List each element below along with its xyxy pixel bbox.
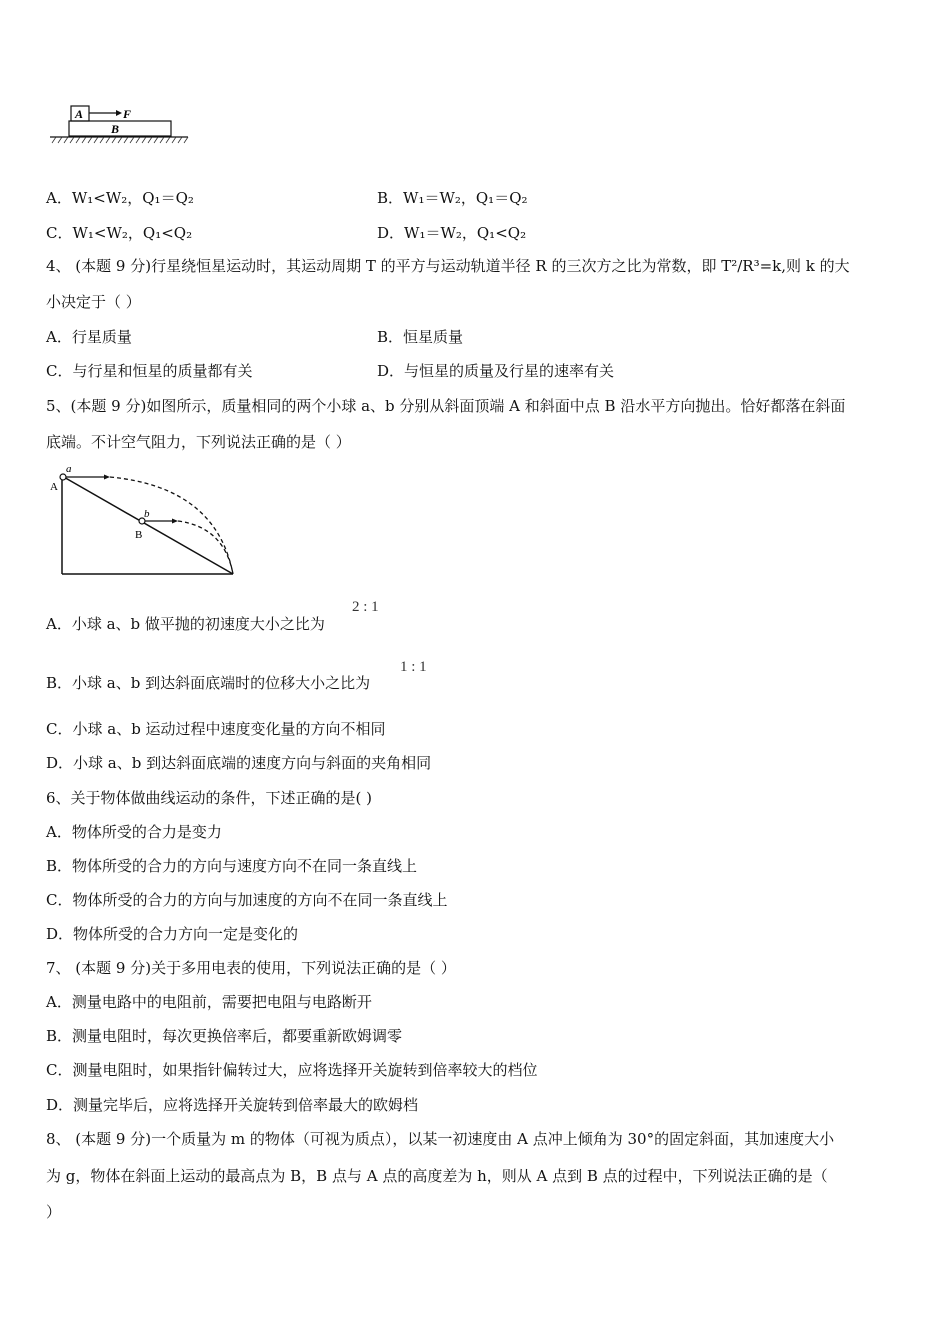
q6-option-c: C．物体所受的合力的方向与加速度的方向不在同一条直线上	[46, 891, 448, 909]
q6-option-d: D．物体所受的合力方向一定是变化的	[46, 925, 299, 943]
q4-stem-line2: 小决定于（ ）	[46, 293, 141, 311]
point-A-label: A	[50, 481, 58, 493]
board-b-label: B	[111, 122, 120, 136]
force-arrowhead	[116, 110, 122, 116]
block-on-board-figure	[48, 102, 198, 147]
ball-a-label: a	[66, 463, 72, 475]
q5-stem-line2: 底端。不计空气阻力，下列说法正确的是（ ）	[46, 433, 351, 451]
board-b	[69, 121, 171, 136]
q7-stem: 7、 (本题 9 分)关于多用电表的使用，下列说法正确的是（ ）	[46, 959, 456, 977]
q6-stem: 6、关于物体做曲线运动的条件，下述正确的是( )	[46, 789, 373, 807]
trajectory-a	[110, 477, 233, 574]
q4-option-d: D．与恒星的质量及行星的速率有关	[377, 362, 615, 380]
q3-option-c: C．W₁<W₂，Q₁<Q₂	[46, 224, 193, 242]
q3-option-a: A．W₁<W₂，Q₁＝Q₂	[46, 189, 194, 207]
q5-option-b: B．小球 a、b 到达斜面底端时的位移大小之比为	[46, 674, 371, 692]
force-label: F	[123, 107, 132, 121]
q7-option-d: D．测量完毕后，应将选择开关旋转到倍率最大的欧姆档	[46, 1096, 419, 1114]
q3-option-b: B．W₁＝W₂，Q₁＝Q₂	[377, 189, 528, 207]
incline-projectile-figure	[46, 462, 246, 582]
block-a-label: A	[75, 107, 84, 121]
q8-stem-line1: 8、 (本题 9 分)一个质量为 m 的物体（可视为质点），以某一初速度由 A 点冲上倾角为 30°的固定斜面，其加速度大小	[46, 1130, 835, 1148]
velocity-arrowhead-b	[172, 519, 178, 524]
ball-b-label: b	[144, 508, 150, 520]
q8-stem-line2: 为 g，物体在斜面上运动的最高点为 B，B 点与 A 点的高度差为 h，则从 A 点到 B 点的过程中，下列说法正确的是（	[46, 1167, 828, 1185]
ground-hatching	[52, 137, 188, 143]
q8-stem-line3: ）	[46, 1203, 62, 1221]
q5-option-c: C．小球 a、b 运动过程中速度变化量的方向不相同	[46, 720, 386, 738]
q4-option-c: C．与行星和恒星的质量都有关	[46, 362, 253, 380]
q7-option-b: B．测量电阻时，每次更换倍率后，都要重新欧姆调零	[46, 1027, 403, 1045]
q4-stem-line1: 4、 (本题 9 分)行星绕恒星运动时，其运动周期 T 的平方与运动轨道半径 R 的三次方之比为常数，即 T²/R³=k,则 k 的大	[46, 257, 850, 275]
q5-option-a-ratio: 2 : 1	[352, 599, 379, 615]
q7-option-a: A．测量电路中的电阻前，需要把电阻与电路断开	[46, 993, 372, 1011]
q5-stem-line1: 5、(本题 9 分)如图所示，质量相同的两个小球 a、b 分别从斜面顶端 A 和斜面中点 B 沿水平方向抛出。恰好都落在斜面	[46, 397, 846, 415]
incline-slope	[62, 476, 233, 574]
q5-option-d: D．小球 a、b 到达斜面底端的速度方向与斜面的夹角相同	[46, 754, 432, 772]
point-B-label: B	[135, 529, 143, 541]
q5-option-b-ratio: 1 : 1	[400, 659, 427, 675]
q7-option-c: C．测量电阻时，如果指针偏转过大，应将选择开关旋转到倍率较大的档位	[46, 1061, 538, 1079]
velocity-arrowhead-a	[104, 475, 110, 480]
q5-option-a: A．小球 a、b 做平抛的初速度大小之比为	[46, 615, 325, 633]
q6-option-b: B．物体所受的合力的方向与速度方向不在同一条直线上	[46, 857, 418, 875]
q4-option-a: A．行星质量	[46, 328, 132, 346]
q4-option-b: B．恒星质量	[377, 328, 464, 346]
q6-option-a: A．物体所受的合力是变力	[46, 823, 222, 841]
q3-option-d: D．W₁＝W₂，Q₁<Q₂	[377, 224, 527, 242]
